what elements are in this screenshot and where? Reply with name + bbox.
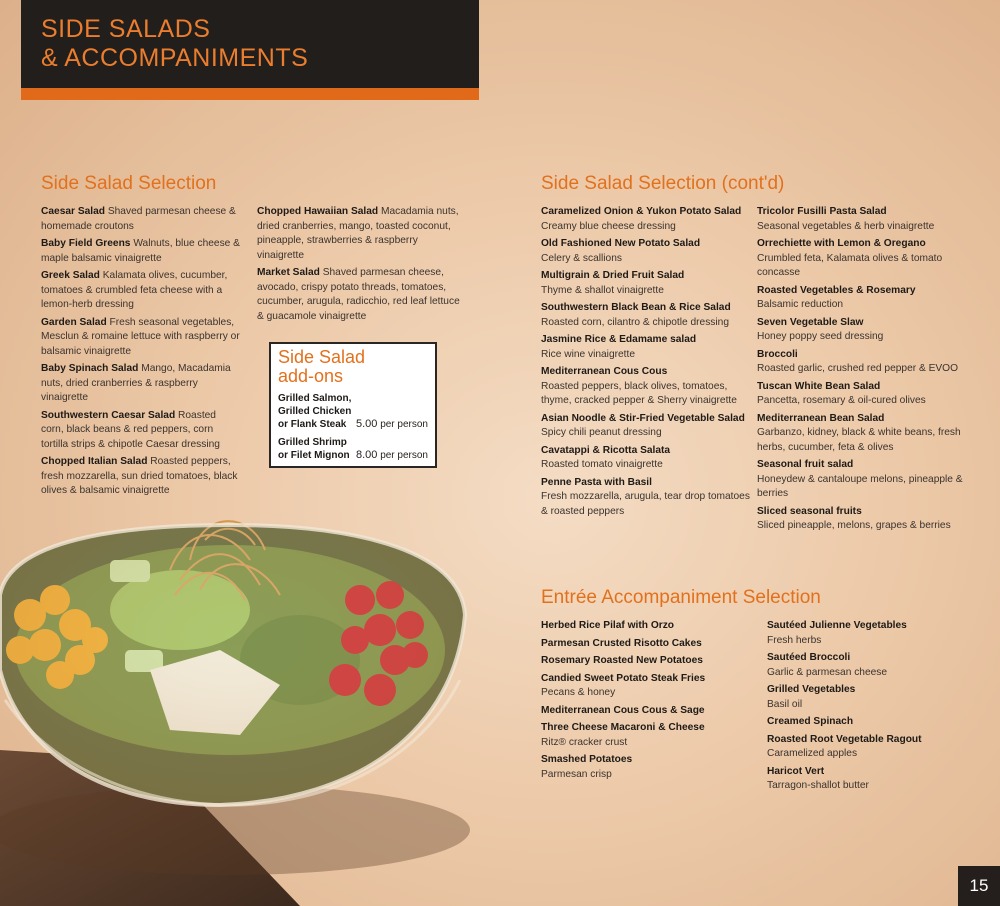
addon-name: Grilled Salmon, Grilled Chicken or Flank Steak [278,393,352,430]
addon-row [278,392,428,431]
menu-item [757,505,972,534]
menu-item [757,237,972,281]
entree-title: Entrée Accompaniment Selection [541,587,821,608]
menu-item-description: Honeydew & cantaloupe melons, pineapple & berries [757,473,963,499]
menu-item [41,205,241,234]
menu-item [541,444,751,473]
menu-item [41,316,241,360]
menu-item [541,333,751,362]
salad-bowl-image [0,500,480,906]
menu-item-name: Seven Vegetable Slaw [757,316,864,328]
menu-item-name: Smashed Potatoes [541,754,633,765]
menu-item-description: Kalamata olives, cucumber, tomatoes & crumbled feta cheese with a lemon-herb dressing [41,270,228,310]
menu-item-description: Balsamic reduction [757,299,844,310]
menu-item-description: Fresh herbs [767,634,822,646]
menu-item-name: Mediterranean Cous Cous & Sage [541,704,705,716]
side-salad-title: Side Salad Selection [41,173,217,194]
menu-item [767,733,977,762]
menu-item-name: Caramelized Onion & Yukon Potato Salad [541,206,742,217]
menu-item [541,237,751,266]
menu-item-name: Mediterranean Cous Cous [541,366,668,377]
menu-item-name: Mediterranean Bean Salad [757,412,885,424]
menu-item [541,672,751,701]
menu-item [541,704,751,719]
menu-item [541,476,751,520]
addon-price: 8.00 per person [355,449,428,461]
menu-item [541,637,751,652]
menu-item [767,651,977,680]
menu-item [767,715,977,730]
menu-item-description: Macadamia nuts, dried cranberries, mango, toasted coconut, pineapple, strawberries & raspberry vinaigrette [257,206,459,261]
menu-item-name: Broccoli [757,348,798,360]
side-salad-list-1 [41,205,241,502]
menu-item-description: Crumbled feta, Kalamata olives & tomato concasse [757,252,943,278]
menu-item-description: Rice wine vinaigrette [541,348,635,360]
menu-item [767,683,977,712]
menu-item [257,266,465,324]
menu-item-name: Jasmine Rice & Edamame salad [541,334,697,345]
menu-item [541,269,751,298]
menu-item-name: Tuscan White Bean Salad [757,380,881,392]
menu-item-description: Caramelized apples [767,748,858,759]
menu-item-name: Asian Noodle & Stir-Fried Vegetable Salad [541,412,745,424]
menu-item-name: Caesar Salad [41,206,105,217]
menu-item [541,205,751,234]
menu-item [757,316,972,345]
side-salad-list-2 [257,205,465,327]
menu-item-description: Parmesan crisp [541,768,612,780]
menu-item-description: Garbanzo, kidney, black & white beans, fresh herbs, cucumber, feta & olives [757,427,961,453]
menu-item [41,362,241,406]
menu-item-name: Roasted Root Vegetable Ragout [767,733,922,745]
menu-item-name: Rosemary Roasted New Potatoes [541,655,703,666]
entree-list-2 [767,619,977,797]
menu-item-name: Chopped Italian Salad [41,456,148,467]
page-number: 15 [958,866,1000,906]
menu-item-description: Shaved parmesan cheese, avocado, crispy potato threads, tomatoes, cucumber, arugula, radicchio, red leaf lettuce & guacamole vinaigrette [257,267,460,322]
menu-item [767,765,977,794]
page-title: SIDE SALADS & ACCOMPANIMENTS [41,15,309,72]
menu-item [41,237,241,266]
menu-item-description: Roasted peppers, fresh mozzarella, sun dried tomatoes, black olives & balsamic vinaigrette [41,456,238,496]
menu-item-name: Sautéed Julienne Vegetables [767,620,907,631]
page-header [21,0,479,100]
menu-item-name: Creamed Spinach [767,716,854,727]
menu-item [541,412,751,441]
menu-item-description: Seasonal vegetables & herb vinaigrette [757,220,935,232]
addons-box [269,342,437,468]
menu-item-description: Creamy blue cheese dressing [541,220,676,232]
menu-item-description: Roasted tomato vinaigrette [541,459,663,470]
menu-item-name: Multigrain & Dried Fruit Salad [541,270,685,281]
menu-item-name: Baby Spinach Salad [41,363,139,374]
menu-item-description: Fresh mozzarella, arugula, tear drop tomatoes & roasted peppers [541,491,750,517]
menu-item [757,284,972,313]
menu-item-description: Sliced pineapple, melons, grapes & berries [757,520,951,531]
entree-list-1 [541,619,751,785]
addon-name: Grilled Shrimp or Filet Mignon [278,437,350,461]
menu-item-description: Garlic & parmesan cheese [767,666,888,678]
menu-item [757,205,972,234]
menu-item [541,619,751,634]
menu-item-name: Market Salad [257,267,320,278]
menu-item [41,269,241,313]
addon-price: 5.00 per person [355,418,428,430]
menu-item-name: Orrechiette with Lemon & Oregano [757,238,926,249]
menu-item [757,348,972,377]
menu-item-description: Roasted peppers, black olives, tomatoes, thyme, cracked pepper & Sherry vinaigrette [541,380,737,406]
addons-title: Side Salad add-ons [278,347,366,386]
menu-item-name: Southwestern Black Bean & Rice Salad [541,302,731,313]
menu-item-name: Southwestern Caesar Salad [41,409,176,421]
addon-row [278,436,428,462]
side-salad-cont-title: Side Salad Selection (cont'd) [541,173,785,194]
side-salad-cont-list-1 [541,205,751,522]
menu-item [541,654,751,669]
menu-item-name: Greek Salad [41,270,100,281]
menu-item-description: Roasted corn, cilantro & chipotle dressing [541,316,730,328]
menu-item [41,409,241,453]
menu-item-description: Fresh seasonal vegetables, Mesclun & romaine lettuce with raspberry or balsamic vinaigrette [41,316,240,357]
menu-item-name: Roasted Vegetables & Rosemary [757,284,916,296]
menu-item-description: Tarragon-shallot butter [767,780,869,791]
menu-item [257,205,465,263]
menu-item-description: Pancetta, rosemary & oil-cured olives [757,395,926,406]
menu-item-description: Ritz® cracker crust [541,736,628,748]
menu-item [541,301,751,330]
menu-item-name: Sliced seasonal fruits [757,505,862,517]
menu-item [767,619,977,648]
menu-item [757,458,972,502]
side-salad-cont-list-2 [757,205,972,537]
menu-item-name: Seasonal fruit salad [757,459,854,470]
menu-item-name: Garden Salad [41,316,107,328]
menu-item-name: Penne Pasta with Basil [541,476,652,488]
menu-item-name: Parmesan Crusted Risotto Cakes [541,637,702,649]
menu-item-description: Walnuts, blue cheese & maple balsamic vinaigrette [41,238,240,264]
menu-item-name: Baby Field Greens [41,238,131,249]
menu-item-name: Herbed Rice Pilaf with Orzo [541,620,675,631]
menu-item-name: Chopped Hawaiian Salad [257,206,379,217]
menu-item [541,721,751,750]
menu-item [757,380,972,409]
menu-item [541,365,751,409]
menu-item-description: Celery & scallions [541,252,622,264]
menu-item-description: Basil oil [767,698,803,710]
menu-item-description: Pecans & honey [541,687,616,698]
menu-item [41,455,241,499]
menu-item-description: Honey poppy seed dressing [757,331,884,342]
menu-item-name: Cavatappi & Ricotta Salata [541,444,671,456]
menu-item-description: Roasted corn, black beans & red peppers, corn tortilla strips & chipotle Caesar dressing [41,409,220,450]
menu-item-description: Thyme & shallot vinaigrette [541,284,664,296]
menu-item-description: Spicy chili peanut dressing [541,427,662,438]
menu-item-name: Three Cheese Macaroni & Cheese [541,722,705,733]
menu-item-name: Grilled Vegetables [767,684,856,695]
menu-item-description: Shaved parmesan cheese & homemade croutons [41,206,236,232]
menu-item-description: Mango, Macadamia nuts, dried cranberries & raspberry vinaigrette [41,363,231,403]
menu-item-name: Haricot Vert [767,765,825,777]
menu-item-name: Old Fashioned New Potato Salad [541,238,701,249]
menu-item-name: Sautéed Broccoli [767,652,851,663]
menu-item-description: Roasted garlic, crushed red pepper & EVOO [757,363,959,374]
menu-item-name: Candied Sweet Potato Steak Fries [541,672,706,684]
menu-item [757,412,972,456]
menu-item-name: Tricolor Fusilli Pasta Salad [757,206,887,217]
menu-item [541,753,751,782]
